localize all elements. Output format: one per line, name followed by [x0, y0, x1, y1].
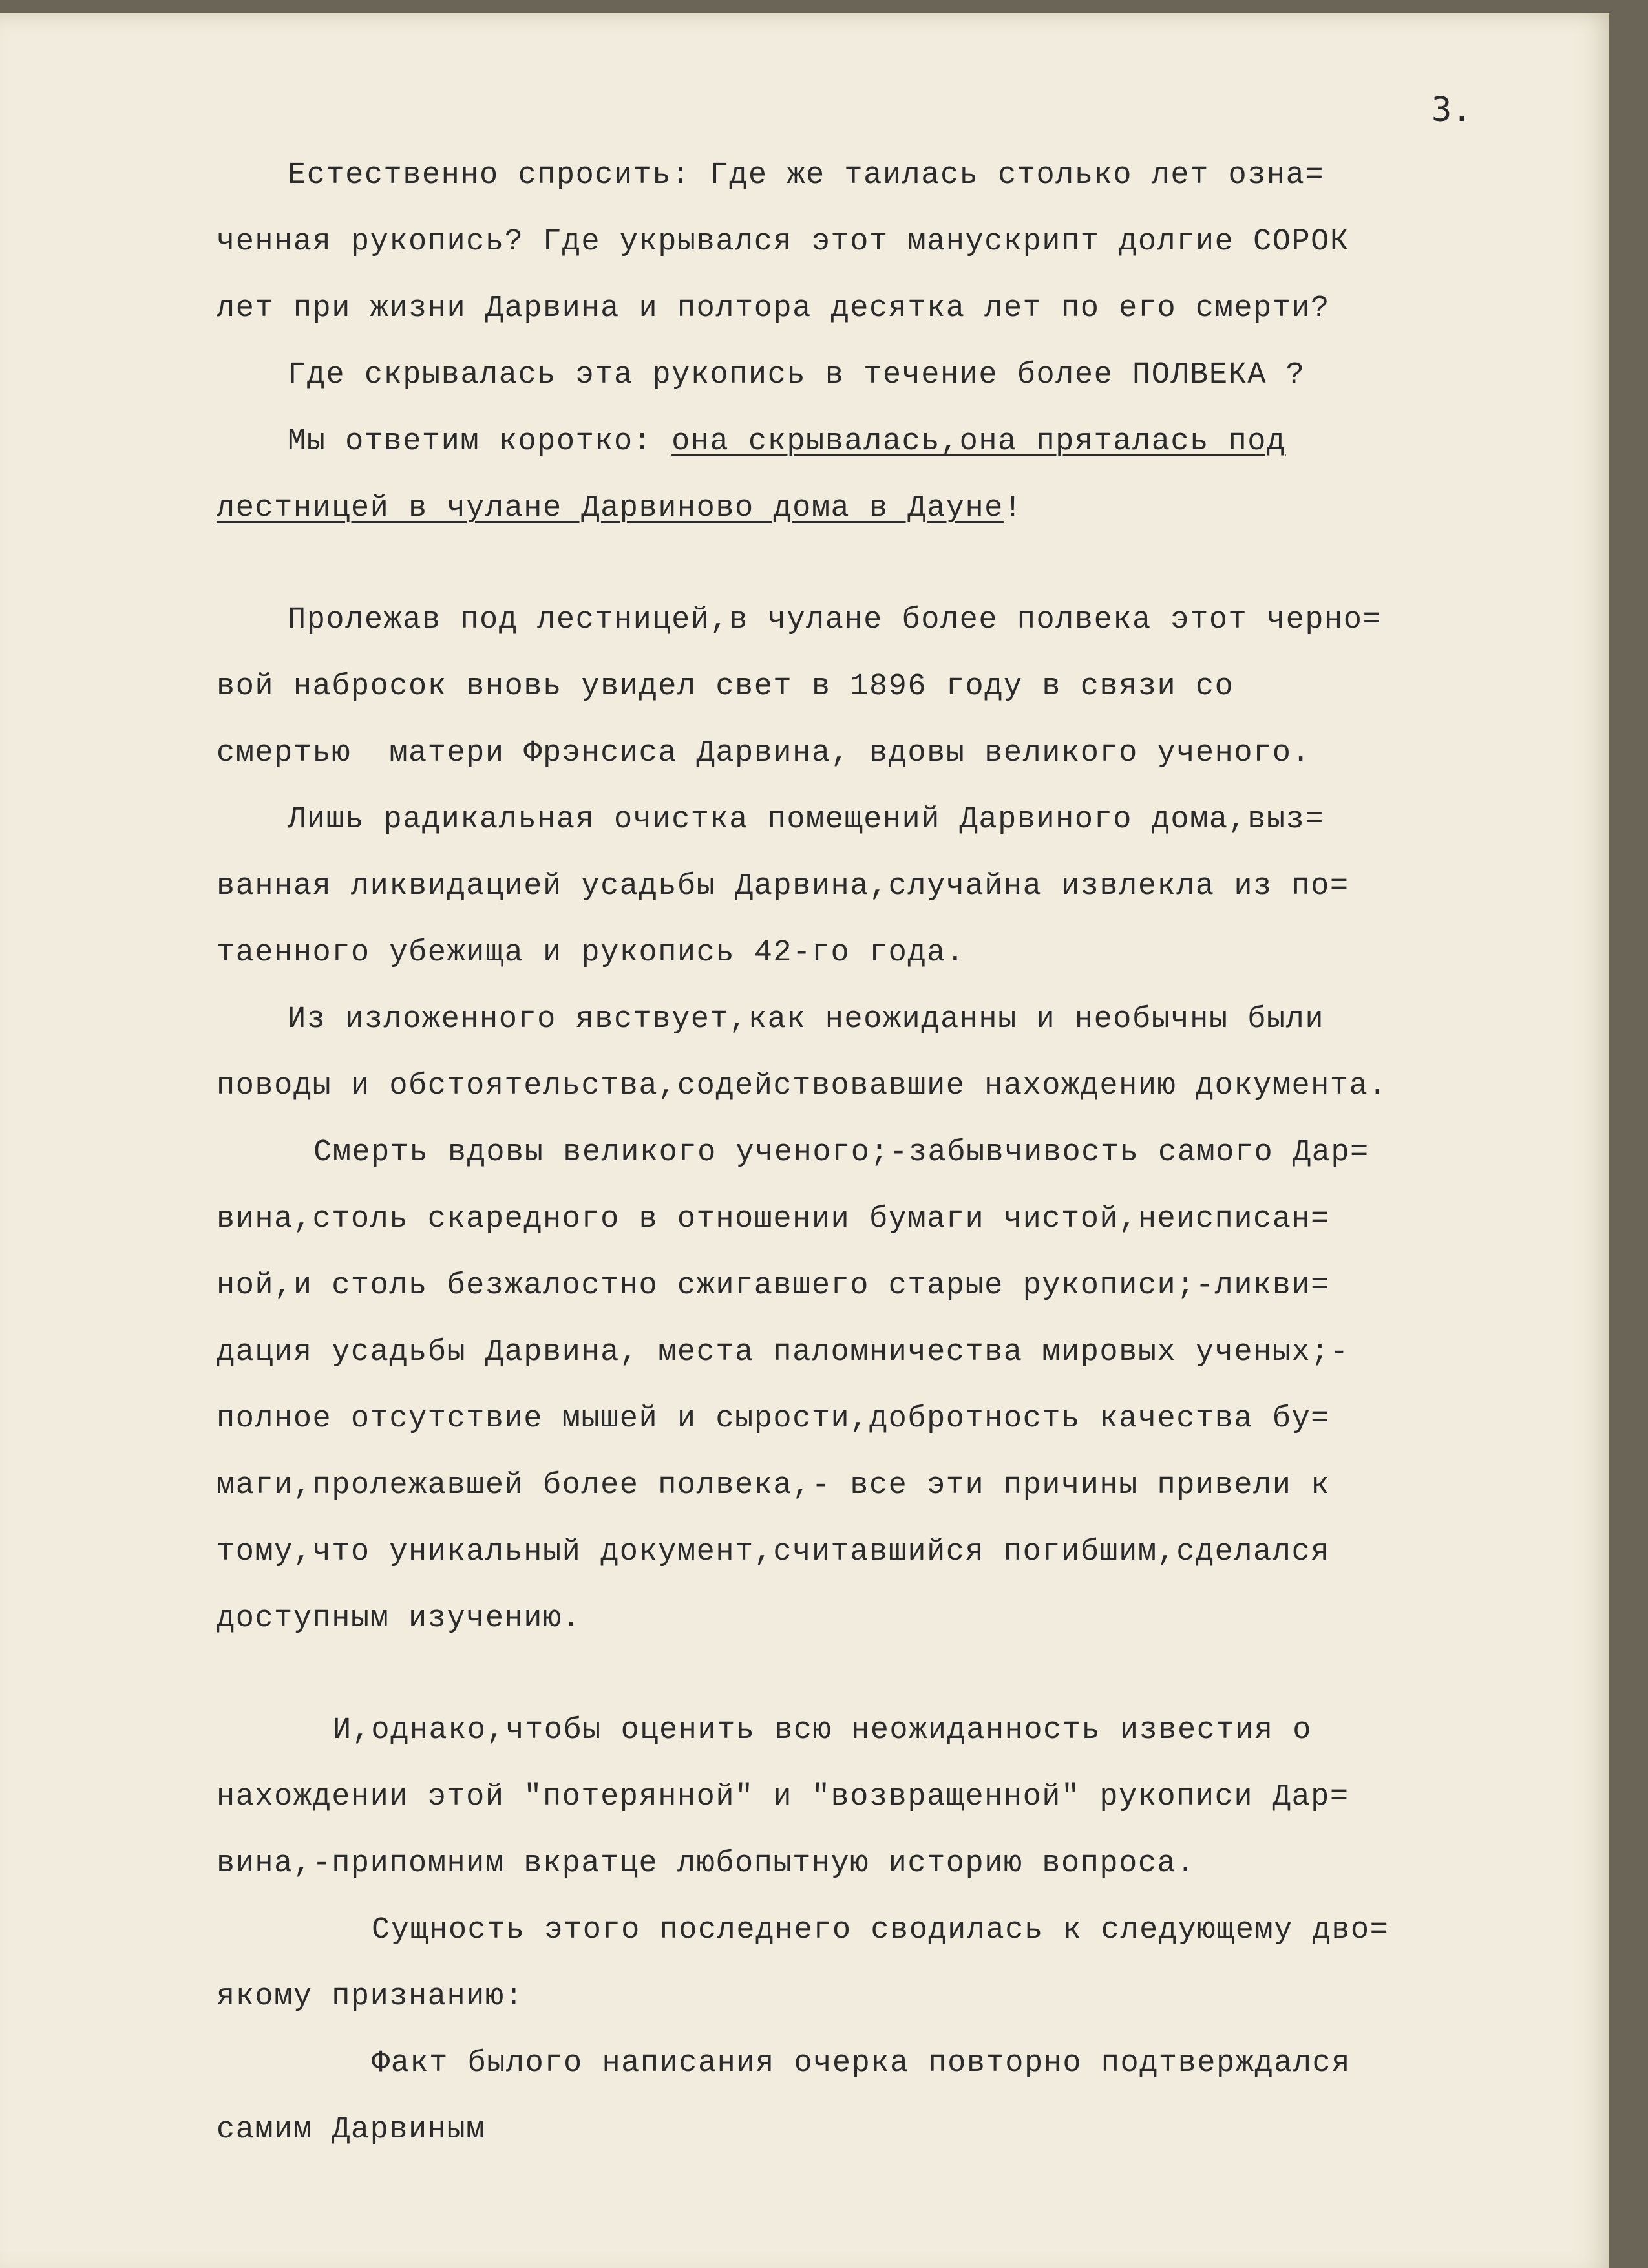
text-line: ченная рукопись? Где укрывался этот манускрипт долгие СОРОК — [217, 225, 1349, 259]
answer-lead: Мы ответим коротко: — [288, 425, 672, 459]
text-line: полное отсутствие мышей и сырости,добротность качества бу= — [217, 1402, 1330, 1436]
text-line: И,однако,чтобы оценить всю неожиданность известия о — [333, 1713, 1312, 1748]
text-line — [217, 408, 1574, 475]
text-line: Сущность этого последнего сводилась к следующему дво= — [372, 1913, 1389, 1947]
text-line: ной,и столь безжалостно сжигавшего старые рукописи;-ликви= — [217, 1269, 1330, 1303]
document-body — [217, 142, 1574, 2163]
text-line: смертью матери Фрэнсиса Дарвина, вдовы великого ученого. — [217, 736, 1311, 770]
text-line: самим Дарвиным — [217, 2113, 485, 2147]
text-line: Смерть вдовы великого ученого;-забывчивость самого Дар= — [313, 1136, 1369, 1170]
text-line: доступным изучению. — [217, 1602, 582, 1636]
underlined-answer: лестницей в чулане Дарвиново дома в Дауне — [217, 491, 1004, 525]
text-line: Пролежав под лестницей,в чулане более полвека этот черно= — [288, 603, 1382, 637]
text-line: тому,что уникальный документ,считавшийся погибшим,сделался — [217, 1535, 1330, 1569]
text-line — [217, 475, 1574, 542]
page-number: 3. — [1431, 90, 1472, 129]
text-line: маги,пролежавшей более полвека,- все эти причины привели к — [217, 1468, 1330, 1503]
text-line: Где скрывалась эта рукопись в течение более ПОЛВЕКА ? — [288, 358, 1305, 392]
text-line: вой набросок вновь увидел свет в 1896 году в связи со — [217, 670, 1234, 704]
text-line: дация усадьбы Дарвина, места паломничества мировых ученых;- — [217, 1335, 1349, 1370]
text-line: поводы и обстоятельства,содействовавшие нахождению документа. — [217, 1069, 1388, 1103]
paragraph-gap — [217, 1652, 1574, 1697]
text-line: вина,столь скаредного в отношении бумаги чистой,неисписан= — [217, 1202, 1330, 1236]
text-line: нахождении этой "потерянной" и "возвращенной" рукописи Дар= — [217, 1780, 1349, 1814]
text-line: Лишь радикальная очистка помещений Дарвиного дома,выз= — [288, 803, 1325, 837]
paragraph-gap — [217, 542, 1574, 587]
text-line: вина,-припомним вкратце любопытную историю вопроса. — [217, 1847, 1196, 1881]
typewritten-page — [0, 13, 1609, 2268]
text-line: таенного убежища и рукопись 42-го года. — [217, 936, 966, 970]
underlined-answer: она скрывалась,она пряталась под — [671, 425, 1286, 459]
text-line: якому признанию: — [217, 1980, 524, 2014]
text-line: лет при жизни Дарвина и полтора десятка лет по его смерти? — [217, 291, 1330, 326]
text-line: Факт былого написания очерка повторно подтверждался — [372, 2046, 1351, 2081]
answer-tail: ! — [1003, 491, 1023, 525]
text-line: ванная ликвидацией усадьбы Дарвина,случайна извлекла из по= — [217, 869, 1349, 904]
text-line: Естественно спросить: Где же таилась столько лет озна= — [288, 158, 1325, 193]
text-line: Из изложенного явствует,как неожиданны и необычны были — [288, 1002, 1325, 1037]
